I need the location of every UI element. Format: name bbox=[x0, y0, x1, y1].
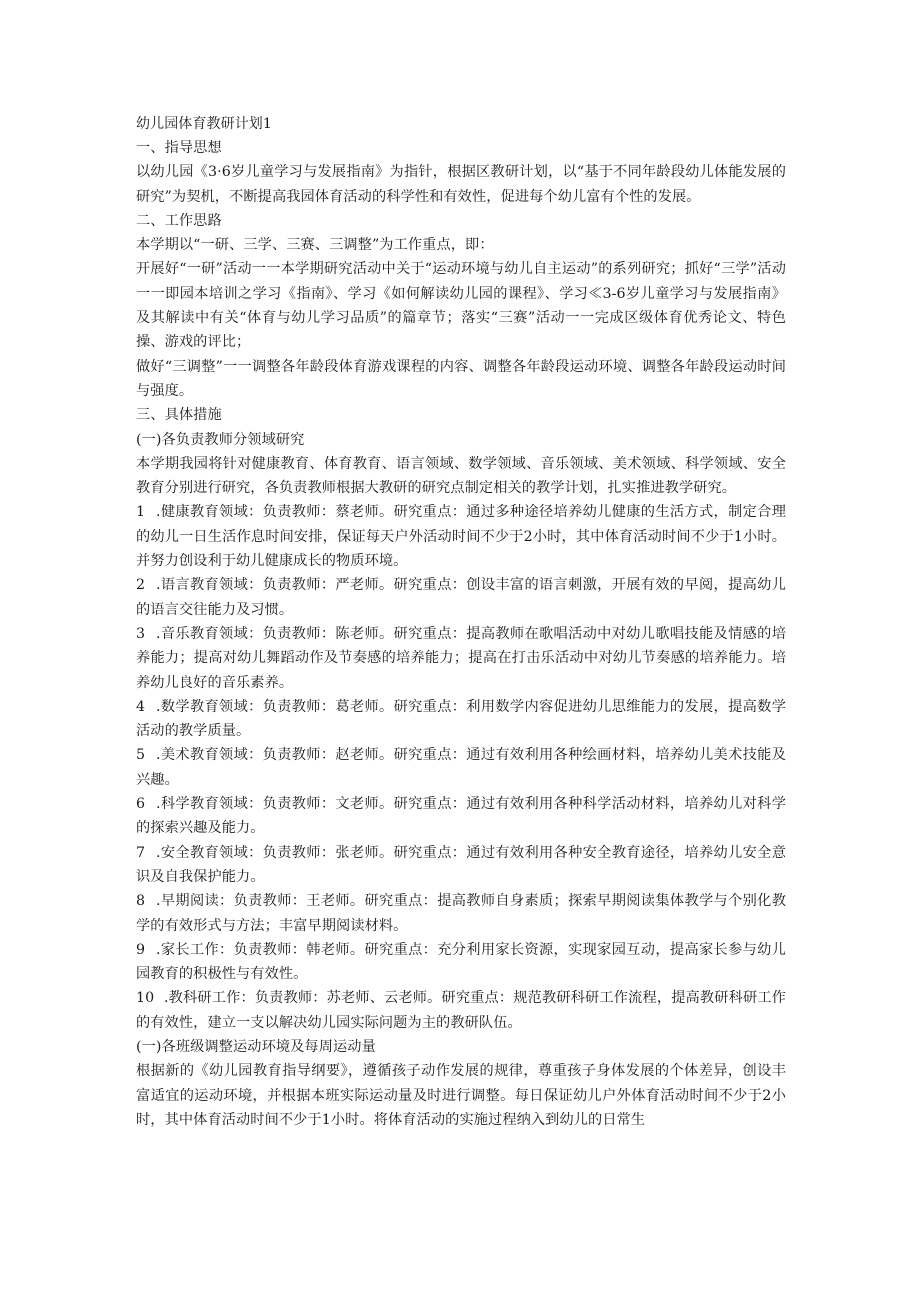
list-item-number: 6 bbox=[136, 796, 146, 813]
section-2-heading: 二、工作思路 bbox=[136, 212, 222, 229]
list-item bbox=[136, 889, 786, 938]
numbered-list bbox=[136, 500, 786, 1035]
list-item-number: 4 bbox=[136, 698, 146, 715]
section-3-sub1-paragraph: 本学期我园将针对健康教育、体育教育、语言领域、数学领域、音乐领域、美术领域、科学领域、安全教育分别进行研究，各负责教师根据大教研的研究点制定相关的教学计划，扎实推进教学研究。 bbox=[136, 455, 786, 497]
list-item-text: .安全教育领域：负责教师：张老师。研究重点：通过有效利用各种安全教育途径，培养幼儿安全意识及自我保护能力。 bbox=[136, 844, 786, 885]
section-3-subheading-1: (一)各负责教师分领域研究 bbox=[136, 431, 305, 448]
document-title: 幼儿园体育教研计划1 bbox=[136, 116, 272, 132]
list-item bbox=[136, 938, 786, 987]
list-item-text: .健康教育领域：负责教师：蔡老师。研究重点：通过多种途径培养幼儿健康的生活方式，制定合理的幼儿一日生活作息时间安排，保证每天户外活动时间不少于2小时，其中体育活动时间不少于1小时。并努力创设利于幼儿健康成长的物质环境。 bbox=[136, 504, 786, 570]
section-2-paragraph-2: 开展好“一研”活动一一本学期研究活动中关于“运动环境与幼儿自主运动”的系列研究；抓好“三学”活动一一即园本培训之学习《指南》、学习《如何解读幼儿园的课程》、学习≪3-6岁儿童学习与发展指南》及其解读中有关“体育与幼儿学习品质”的篇章节；落实“三赛”活动一一完成区级体育优秀论文、特色操、游戏的评比； bbox=[136, 261, 786, 351]
section-2-paragraph-3: 做好“三调整”一一调整各年龄段体育游戏课程的内容、调整各年龄段运动环境、调整各年龄段运动时间与强度。 bbox=[136, 358, 786, 399]
list-item-text: .美术教育领域：负责教师：赵老师。研究重点：通过有效利用各种绘画材料，培养幼儿美术技能及兴趣。 bbox=[136, 747, 786, 788]
list-item bbox=[136, 841, 786, 890]
section-3-sub2-paragraph: 根据新的《幼儿园教育指导纲要》，遵循孩子动作发展的规律，尊重孩子身体发展的个体差异，创设丰富适宜的运动环境，并根据本班实际运动量及时进行调整。每日保证幼儿户外体育活动时间不少于2小时，其中体育活动时间不少于1小时。将体育活动的实施过程纳入到幼儿的日常生 bbox=[136, 1063, 786, 1128]
list-item bbox=[136, 695, 786, 744]
list-item-text: .家长工作：负责教师：韩老师。研究重点：充分利用家长资源，实现家园互动，提高家长参与幼儿园教育的积极性与有效性。 bbox=[136, 941, 786, 983]
document-page bbox=[136, 112, 786, 1132]
list-item-text: .早期阅读：负责教师：王老师。研究重点：提高教师自身素质；探索早期阅读集体教学与个别化教学的有效形式与方法；丰富早期阅读材料。 bbox=[136, 893, 786, 934]
list-item bbox=[136, 573, 786, 622]
list-item-text: .数学教育领域：负责教师：葛老师。研究重点：利用数学内容促进幼儿思维能力的发展，提高数学活动的教学质量。 bbox=[136, 698, 786, 740]
list-item-number: 9 bbox=[136, 941, 146, 958]
list-item-text: .音乐教育领域：负责教师：陈老师。研究重点：提高教师在歌唱活动中对幼儿歌唱技能及情感的培养能力；提高对幼儿舞蹈动作及节奏感的培养能力；提高在打击乐活动中对幼儿节奏感的培养能力。培养幼儿良好的音乐素养。 bbox=[136, 625, 786, 691]
list-item-number: 3 bbox=[136, 625, 146, 642]
list-item-number: 2 bbox=[136, 577, 146, 594]
list-item bbox=[136, 792, 786, 841]
section-3-heading: 三、具体措施 bbox=[136, 407, 222, 424]
list-item bbox=[136, 622, 786, 695]
list-item bbox=[136, 743, 786, 792]
section-2-paragraph-1: 本学期以“一研、三学、三赛、三调整”为工作重点，即： bbox=[136, 237, 494, 254]
list-item-number: 10 bbox=[136, 990, 155, 1007]
list-item-text: .科学教育领域：负责教师：文老师。研究重点：通过有效利用各种科学活动材料，培养幼儿对科学的探索兴趣及能力。 bbox=[136, 796, 786, 837]
section-1-heading: 一、指导思想 bbox=[136, 140, 222, 156]
list-item bbox=[136, 500, 786, 573]
section-1-paragraph: 以幼儿园《3·6岁儿童学习与发展指南》为指针，根据区教研计划，以“基于不同年龄段幼儿体能发展的研究”为契机，不断提高我园体育活动的科学性和有效性，促进每个幼儿富有个性的发展。 bbox=[136, 164, 786, 205]
section-3-subheading-2: (一)各班级调整运动环境及每周运动量 bbox=[136, 1038, 376, 1055]
list-item bbox=[136, 986, 786, 1035]
list-item-text: .语言教育领域：负责教师：严老师。研究重点：创设丰富的语言刺激，开展有效的早阅，提高幼儿的语言交往能力及习惯。 bbox=[136, 577, 786, 618]
list-item-number: 8 bbox=[136, 893, 146, 910]
list-item-text: .教科研工作：负责教师：苏老师、云老师。研究重点：规范教研科研工作流程，提高教研科研工作的有效性，建立一支以解决幼儿园实际问题为主的教研队伍。 bbox=[136, 990, 786, 1031]
list-item-number: 7 bbox=[136, 844, 146, 861]
list-item-number: 1 bbox=[136, 504, 146, 521]
list-item-number: 5 bbox=[136, 747, 146, 764]
